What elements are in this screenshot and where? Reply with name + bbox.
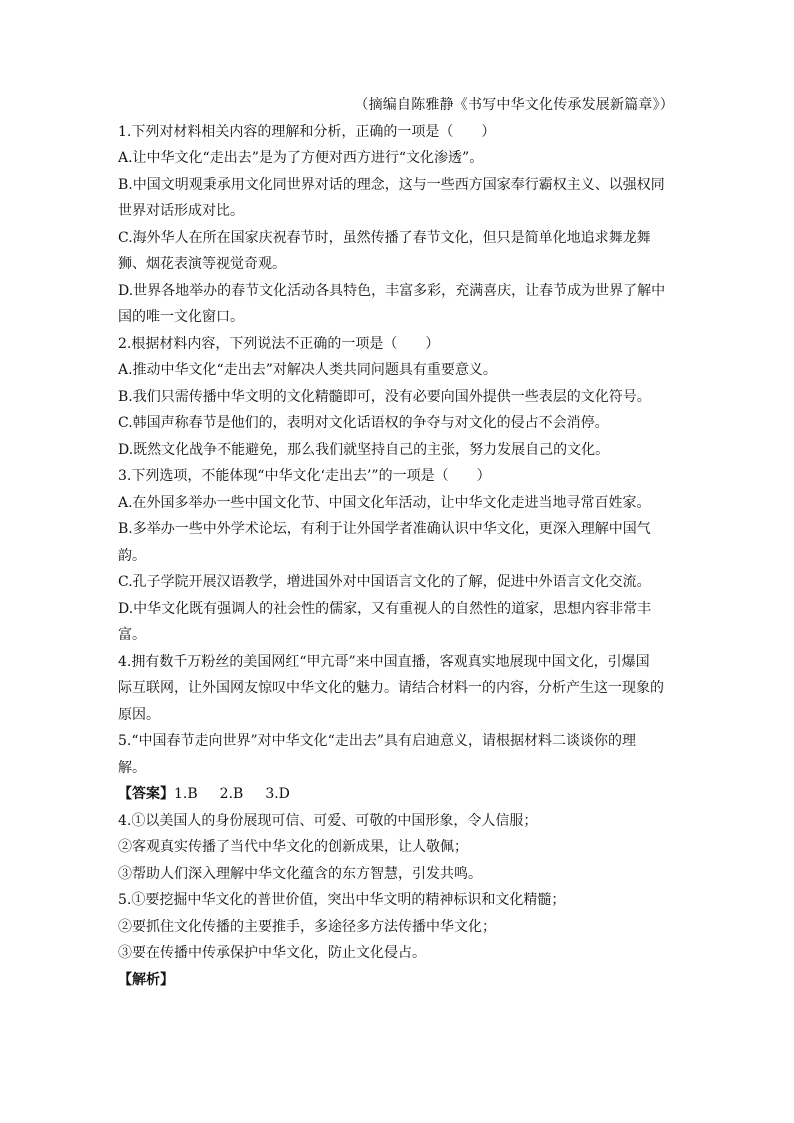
answer-item: 3.D (265, 786, 290, 802)
answer-label: 【答案】 (118, 786, 174, 802)
question-4-stem-cont: 际互联网，让外国网友惊叹中华文化的魅力。请结合材料一的内容，分析产生这一现象的 (118, 680, 664, 696)
question-1-option-b: B.中国文明观秉承用文化同世界对话的理念，这与一些西方国家奉行霸权主义、以强权同 (118, 176, 665, 193)
question-3-option-c: C.孔子学院开展汉语教学，增进国外对中国语言文化的了解，促进中外语言文化交流。 (118, 574, 651, 590)
source-citation: （摘编自陈雅静《书写中华文化传承发展新篇章》） (354, 97, 674, 113)
question-2-option-b: B.我们只需传播中华文明的文化精髓即可，没有必要向国外提供一些表层的文化符号。 (118, 388, 651, 405)
question-1-option-c-cont: 狮、烟花表演等视觉奇观。 (118, 256, 286, 272)
question-1-stem: 1.下列对材料相关内容的理解和分析，正确的一项是（ ） (118, 123, 496, 140)
answer-5-point-2: ②要抓住文化传播的主要推手，多途径多方法传播中华文化； (118, 918, 496, 935)
question-2-option-a: A.推动中华文化“走出去”对解决人类共同问题具有重要意义。 (118, 362, 497, 378)
question-1-option-d-cont: 国的唯一文化窗口。 (118, 309, 244, 325)
question-3-option-d: D.中华文化既有强调人的社会性的儒家，又有重视人的自然性的道家，思想内容非常丰 (118, 600, 652, 617)
question-2-stem: 2.根据材料内容，下列说法不正确的一项是（ ） (118, 335, 440, 352)
question-5-stem-end: 解。 (118, 759, 146, 776)
question-4-stem-end: 原因。 (118, 706, 160, 723)
analysis-label: 【解析】 (118, 971, 174, 988)
answer-4-point-1: 4.①以美国人的身份展现可信、可爱、可敬的中国形象，令人信服； (118, 812, 538, 829)
question-2-option-c: C.韩国声称春节是他们的，表明对文化话语权的争夺与对文化的侵占不会消停。 (118, 415, 609, 431)
question-1-option-b-cont: 世界对话形成对比。 (118, 203, 244, 219)
answer-4-point-3: ③帮助人们深入理解中华文化蕴含的东方智慧，引发共鸣。 (118, 865, 482, 882)
answer-5-point-3: ③要在传播中传承保护中华文化，防止文化侵占。 (118, 945, 426, 961)
answer-5-point-1: 5.①要挖掘中华文化的普世价值，突出中华文明的精神标识和文化精髓； (118, 892, 566, 908)
question-1-option-a: A.让中华文化“走出去”是为了方便对西方进行“文化渗透”。 (118, 150, 484, 166)
question-3-option-a: A.在外国多举办一些中国文化节、中国文化年活动，让中华文化走进当地寻常百姓家。 (118, 494, 651, 511)
question-3-stem: 3.下列选项，不能体现“中华文化‘走出去’”的一项是（ ） (118, 468, 491, 484)
question-3-option-d-cont: 富。 (118, 627, 146, 643)
question-1-option-d: D.世界各地举办的春节文化活动各具特色，丰富多彩，充满喜庆，让春节成为世界了解中 (118, 282, 666, 299)
question-1-option-c: C.海外华人在所在国家庆祝春节时，虽然传播了春节文化，但只是简单化地追求舞龙舞 (118, 229, 651, 246)
question-3-option-b: B.多举办一些中外学术论坛，有利于让外国学者准确认识中华文化，更深入理解中国气 (118, 521, 651, 537)
question-3-option-b-cont: 韵。 (118, 547, 146, 564)
answer-4-point-2: ②客观真实传播了当代中华文化的创新成果，让人敬佩； (118, 839, 468, 855)
answer-item: 1.B (174, 786, 198, 802)
answer-item: 2.B (219, 786, 244, 802)
question-4-stem: 4.拥有数千万粉丝的美国网红“甲亢哥”来中国直播，客观真实地展现中国文化，引爆国 (118, 653, 650, 670)
answer-row (118, 781, 674, 808)
document-page (118, 92, 674, 993)
question-5-stem: 5.“中国春节走向世界”对中华文化“走出去”具有启迪意义，请根据材料二谈谈你的理 (118, 733, 636, 749)
question-2-option-d: D.既然文化战争不能避免，那么我们就坚持自己的主张，努力发展自己的文化。 (118, 441, 610, 458)
